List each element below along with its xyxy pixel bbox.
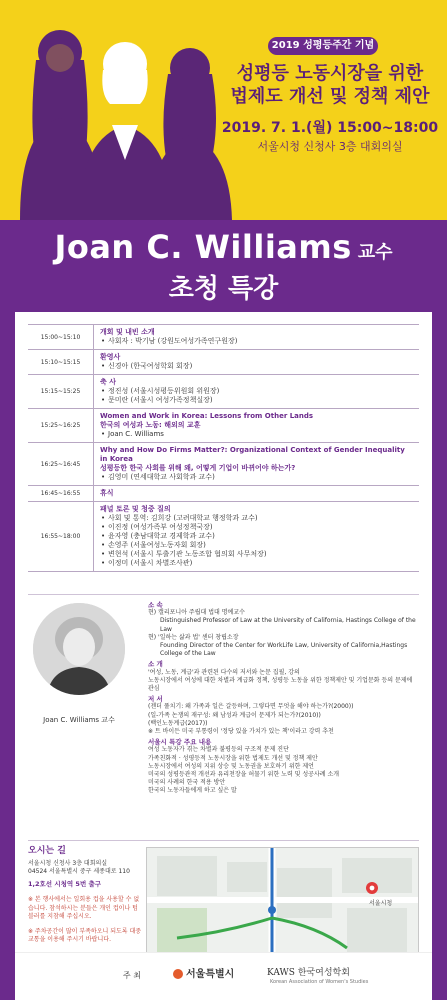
schedule-subtitle: 성평등한 한국 사회를 위해 왜, 어떻게 기업이 바뀌어야 하는가? <box>100 464 296 472</box>
content-panel <box>15 312 432 1000</box>
schedule-item: • 문미란 (서울시 여성가족정책실장) <box>100 396 413 405</box>
portrait-caption: Joan C. Williams 교수 <box>43 716 115 724</box>
schedule-title: 패널 토론 및 청중 질의 <box>100 505 171 513</box>
schedule-row <box>28 502 419 572</box>
bio-body <box>148 599 418 796</box>
schedule-time: 15:15~15:25 <box>28 375 94 408</box>
topic-line: 여성 노동자가 겪는 차별과 불평등의 구조적 문제 진단 <box>148 746 289 754</box>
host-footer <box>15 952 432 1000</box>
topic-line: 노동시장에서 여성의 지위 상승 및 노동권을 보호하기 위한 제언 <box>148 762 314 770</box>
schedule-item: • 사회자 : 박기남 (강원도여성가족연구원장) <box>100 337 413 346</box>
schedule-item: • 정진성 (서울시성평등위원회 위원장) <box>100 387 413 396</box>
event-venue: 서울시청 신청사 3층 대회의실 <box>257 140 403 153</box>
seoul-logo-text: 서울특별시 <box>186 969 235 980</box>
book-line: (백인노동계급(2017)) <box>148 719 208 727</box>
schedule-time: 15:10~15:15 <box>28 350 94 374</box>
schedule-title: 축 사 <box>100 378 116 386</box>
schedule-title: 환영사 <box>100 353 121 361</box>
directions-text <box>28 847 143 945</box>
directions-section <box>28 840 419 960</box>
schedule-content <box>94 375 419 408</box>
intro-line: '여성, 노동, 계급'과 관련된 다수의 저서와 논문 집필, 강의 <box>148 668 300 676</box>
cup-notice: ※ 본 행사에서는 일회용 컵을 사용할 수 없습니다. 참석하시는 분들은 개인 컵이나 텀블러를 지참해 주십시오. <box>28 896 140 920</box>
topic-line: 미국의 사례의 한국 적용 방안 <box>148 779 226 787</box>
schedule-content <box>94 486 419 501</box>
schedule-item: • 이진정 (여성가족부 여성정책국장) <box>100 523 413 532</box>
address-line: 서울시청 신청사 3층 대회의실 <box>28 859 108 867</box>
kaws-subtext: Korean Association of Women's Studies <box>270 979 369 985</box>
schedule-item: • 김영미 (연세대학교 사회학과 교수) <box>100 473 413 482</box>
intro-heading: 소 개 <box>148 660 163 669</box>
speaker-portrait <box>33 603 125 695</box>
schedule-content <box>94 502 419 571</box>
schedule-title: 휴식 <box>100 489 114 497</box>
parking-notice: ※ 주차공간이 많이 부족하오니 되도록 대중교통을 이용해 주시기 바랍니다. <box>28 927 142 943</box>
address-line: 04524 서울특별시 중구 세종대로 110 <box>28 868 130 875</box>
schedule-time: 15:00~15:10 <box>28 325 94 349</box>
schedule-time: 16:45~16:55 <box>28 486 94 501</box>
schedule-row <box>28 486 419 502</box>
book-line: (일-가족 논쟁의 재구성: 왜 남성과 계급이 문제가 되는가?(2010)) <box>148 711 321 719</box>
speaker-suffix: 교수 <box>357 242 393 263</box>
affiliation-line: 현) '일하는 삶과 법' 센터 창립소장 <box>148 633 239 641</box>
affiliation-line: Founding Director of the Center for WorkLife Law, University of California,Hastings College of the Law <box>160 642 408 658</box>
schedule-content <box>94 443 419 485</box>
schedule-title: Women and Work in Korea: Lessons from Other Lands <box>100 412 314 420</box>
affiliation-line: 현) 캘리포니아 주립대 법대 명예교수 <box>148 609 245 617</box>
host-label: 주 최 <box>123 971 141 980</box>
event-title-line1: 성평등 노동시장을 위한 <box>236 63 424 84</box>
schedule-title: 개회 및 내빈 소개 <box>100 328 155 336</box>
schedule-item: • 윤자영 (충남대학교 경제학과 교수) <box>100 532 413 541</box>
schedule-content <box>94 409 419 442</box>
event-date: 2019. 7. 1.(월) 15:00~18:00 <box>221 120 439 136</box>
event-title <box>220 62 440 108</box>
schedule-row <box>28 375 419 409</box>
speaker-bio <box>28 594 419 795</box>
schedule-row <box>28 409 419 443</box>
hero-illustration <box>0 0 240 220</box>
affiliation-heading: 소 속 <box>148 601 163 609</box>
schedule-row <box>28 443 419 486</box>
intro-line: 노동시장에서 여성에 대한 차별과 계급화 정책, 성평등 노동을 위한 정책제안 및 기업문화 등의 문제에 관심 <box>148 676 413 693</box>
schedule-title: Why and How Do Firms Matter?: Organizational Context of Gender Inequality in Korea <box>100 446 405 463</box>
topic-line: 미국의 성평등관적 개선과 유리천장을 허물기 위한 노력 및 성공사례 소개 <box>148 771 340 779</box>
seoul-logo <box>173 965 234 980</box>
schedule-time: 16:55~18:00 <box>28 502 94 571</box>
schedule-time: 16:25~16:45 <box>28 443 94 485</box>
event-banner: 2019 성평등주간 기념 <box>268 37 378 55</box>
topics-heading: 서울시 특강 주요 내용 <box>148 738 212 747</box>
map-label-cityhall: 서울시청 <box>369 900 393 907</box>
book-line: (젠더 풀치기: 왜 가족과 일은 갈등하며, 그렇다면 무엇을 해야 하는가?(2000)) <box>148 703 354 711</box>
lecture-title: 초청 특강 <box>168 274 279 304</box>
schedule-item: • 변현석 (서울시 투출기관 노동조합 협의회 사무처장) <box>100 550 413 559</box>
schedule-item: • 사회 및 통역: 김희강 (고려대학교 행정학과 교수) <box>100 514 413 523</box>
directions-title: 오시는 길 <box>28 846 66 856</box>
event-title-line2: 법제도 개선 및 정책 제안 <box>230 86 430 107</box>
schedule-item: • 신경아 (한국여성학회 회장) <box>100 362 413 371</box>
speaker-heading <box>0 228 447 266</box>
schedule-content <box>94 350 419 374</box>
speaker-name: Joan C. Williams <box>54 228 352 266</box>
portrait-image <box>33 603 125 695</box>
schedule-row <box>28 350 419 375</box>
schedule-subtitle: 한국의 여성과 노동: 해외의 교훈 <box>100 421 201 429</box>
schedule-item: • Joan C. Williams <box>100 430 413 439</box>
schedule-content <box>94 325 419 349</box>
subway-info: 1,2호선 시청역 5번 출구 <box>28 879 102 888</box>
topic-line: 한국의 노동자들에게 하고 싶은 말 <box>148 787 237 795</box>
location-map[interactable] <box>146 847 419 959</box>
hero-section <box>0 0 447 220</box>
schedule-table <box>28 324 419 572</box>
affiliation-line: Distinguished Professor of Law at the University of California, Hastings College of the Law <box>160 617 416 633</box>
schedule-item: • 이정미 (서울시 차별조사관) <box>100 559 413 568</box>
kaws-logo: KAWS 한국여성학회 <box>267 968 350 978</box>
topic-line: 가족친화적 · 성평등적 노동시장을 위한 법제도 개선 및 정책 제안 <box>148 754 318 762</box>
book-line: ※ 트 바이든 미국 부통령이 '정당 있을 가치가 있는 책'이라고 강력 추천 <box>148 728 334 736</box>
schedule-item: • 손영주 (서울여성노동자회 회장) <box>100 541 413 550</box>
books-heading: 저 서 <box>148 695 163 704</box>
schedule-time: 15:25~16:25 <box>28 409 94 442</box>
seoul-logo-icon <box>173 969 183 979</box>
schedule-row <box>28 325 419 350</box>
